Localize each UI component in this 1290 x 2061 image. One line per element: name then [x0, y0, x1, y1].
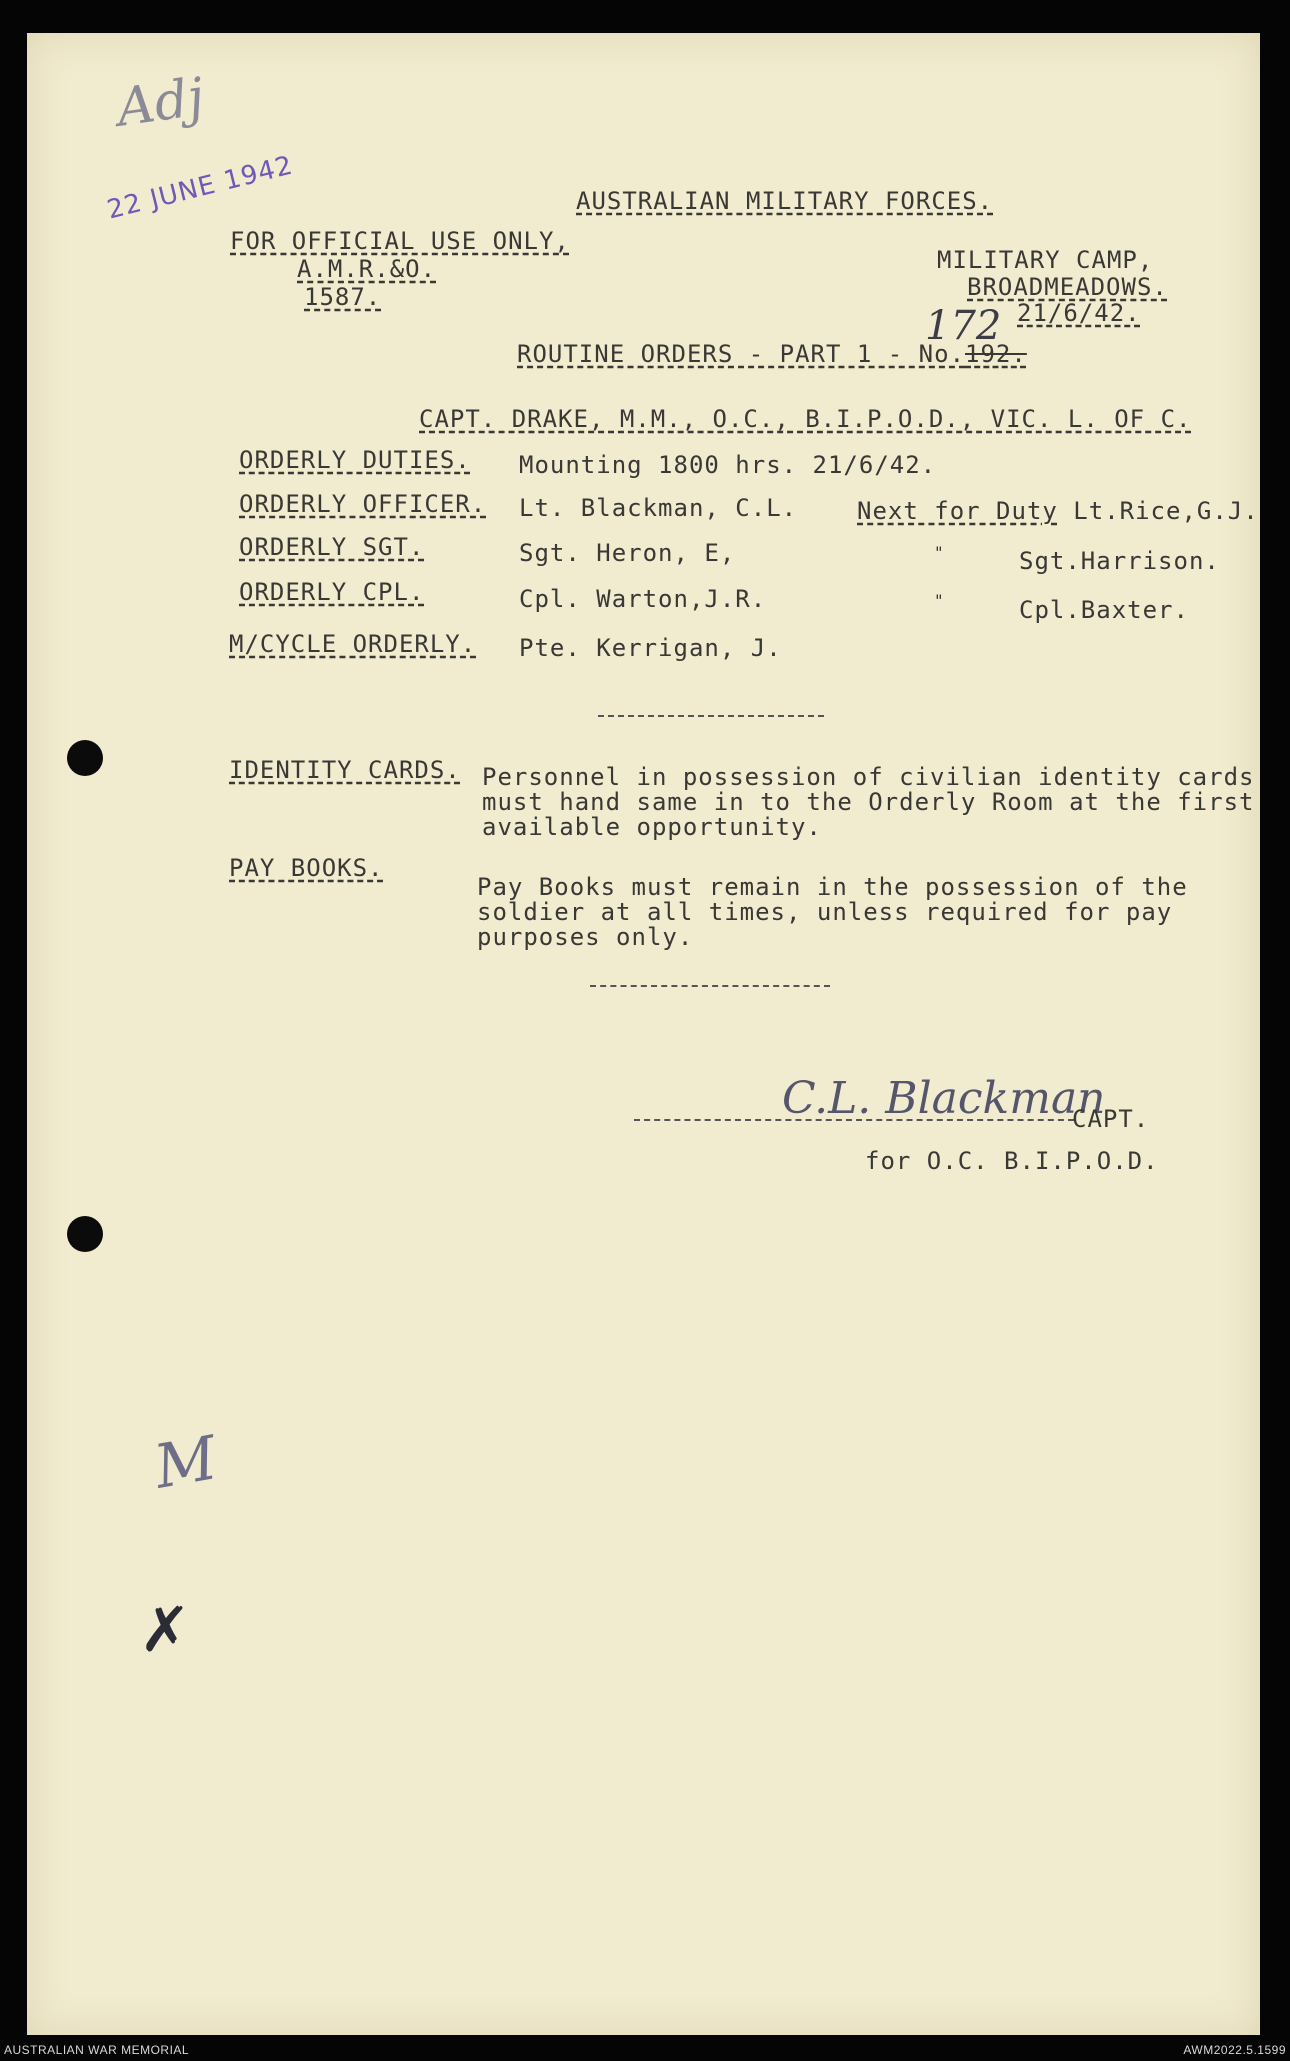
official-use-line-1: FOR OFFICIAL USE ONLY, — [230, 227, 570, 255]
section-divider-2 — [590, 985, 830, 987]
duty-label-orderly-officer: ORDERLY OFFICER. — [239, 490, 487, 518]
camp-line-3: 21/6/42. — [1017, 299, 1141, 327]
ditto-mark-cpl: " — [934, 591, 945, 610]
camp-line-1: MILITARY CAMP, — [937, 246, 1154, 274]
duty-label-orderly-duties: ORDERLY DUTIES. — [239, 446, 471, 474]
handwritten-signature: C.L. Blackman — [782, 1073, 1106, 1124]
adj-annotation: Adj — [113, 67, 208, 139]
duty-value-orderly-sgt: Sgt. Heron, E, — [519, 539, 736, 567]
official-use-line-2: A.M.R.&O. — [297, 255, 437, 283]
camp-line-2: BROADMEADOWS. — [967, 273, 1168, 301]
duty-value-orderly-duties: Mounting 1800 hrs. 21/6/42. — [519, 451, 937, 479]
notice-text-pay-books-3: purposes only. — [477, 923, 694, 951]
routine-orders-label: ROUTINE ORDERS - PART 1 - No. — [517, 340, 966, 368]
next-for-duty-officer — [857, 497, 1259, 525]
next-for-duty-label: Next for Duty — [857, 497, 1058, 525]
duty-value-mcycle-orderly: Pte. Kerrigan, J. — [519, 634, 782, 662]
duty-value-orderly-cpl: Cpl. Warton,J.R. — [519, 585, 767, 613]
margin-mark-2: ✗ — [139, 1593, 191, 1666]
notice-text-identity-cards-2: must hand same in to the Orderly Room at the first — [482, 788, 1255, 816]
signature-rank: CAPT. — [1072, 1105, 1150, 1133]
notice-label-pay-books: PAY BOOKS. — [229, 854, 384, 882]
notice-label-identity-cards: IDENTITY CARDS. — [229, 756, 461, 784]
next-cpl: Cpl.Baxter. — [1019, 596, 1189, 624]
document-page — [27, 33, 1260, 2035]
footer-archive-id: AWM2022.5.1599 — [1183, 2043, 1286, 2057]
punch-hole-bottom — [67, 1216, 103, 1252]
commander-line: CAPT. DRAKE, M.M., O.C., B.I.P.O.D., VIC. L. OF C. — [419, 405, 1192, 433]
date-stamp: 22 JUNE 1942 — [104, 150, 297, 226]
struck-number: 192. — [965, 340, 1027, 368]
ditto-mark-sgt: " — [934, 543, 945, 562]
duty-value-orderly-officer: Lt. Blackman, C.L. — [519, 494, 798, 522]
notice-text-pay-books-2: soldier at all times, unless required for pay — [477, 898, 1173, 926]
next-officer: Lt.Rice,G.J. — [1073, 497, 1259, 525]
footer-archive-name: AUSTRALIAN WAR MEMORIAL — [4, 2043, 190, 2057]
number-correction: 172 — [925, 303, 1002, 349]
duty-label-orderly-cpl: ORDERLY CPL. — [239, 578, 425, 606]
next-sgt: Sgt.Harrison. — [1019, 547, 1220, 575]
notice-text-pay-books-1: Pay Books must remain in the possession of the — [477, 873, 1188, 901]
signature-for-line: for O.C. B.I.P.O.D. — [865, 1147, 1159, 1175]
notice-text-identity-cards-3: available opportunity. — [482, 813, 822, 841]
duty-label-mcycle-orderly: M/CYCLE ORDERLY. — [229, 630, 477, 658]
punch-hole-top — [67, 740, 103, 776]
document-title: AUSTRALIAN MILITARY FORCES. — [576, 187, 994, 215]
duty-label-orderly-sgt: ORDERLY SGT. — [239, 533, 425, 561]
section-divider-1 — [598, 715, 824, 717]
margin-mark-1: M — [149, 1423, 223, 1503]
notice-text-identity-cards-1: Personnel in possession of civilian identity cards — [482, 763, 1255, 791]
official-use-line-3: 1587. — [304, 283, 382, 311]
